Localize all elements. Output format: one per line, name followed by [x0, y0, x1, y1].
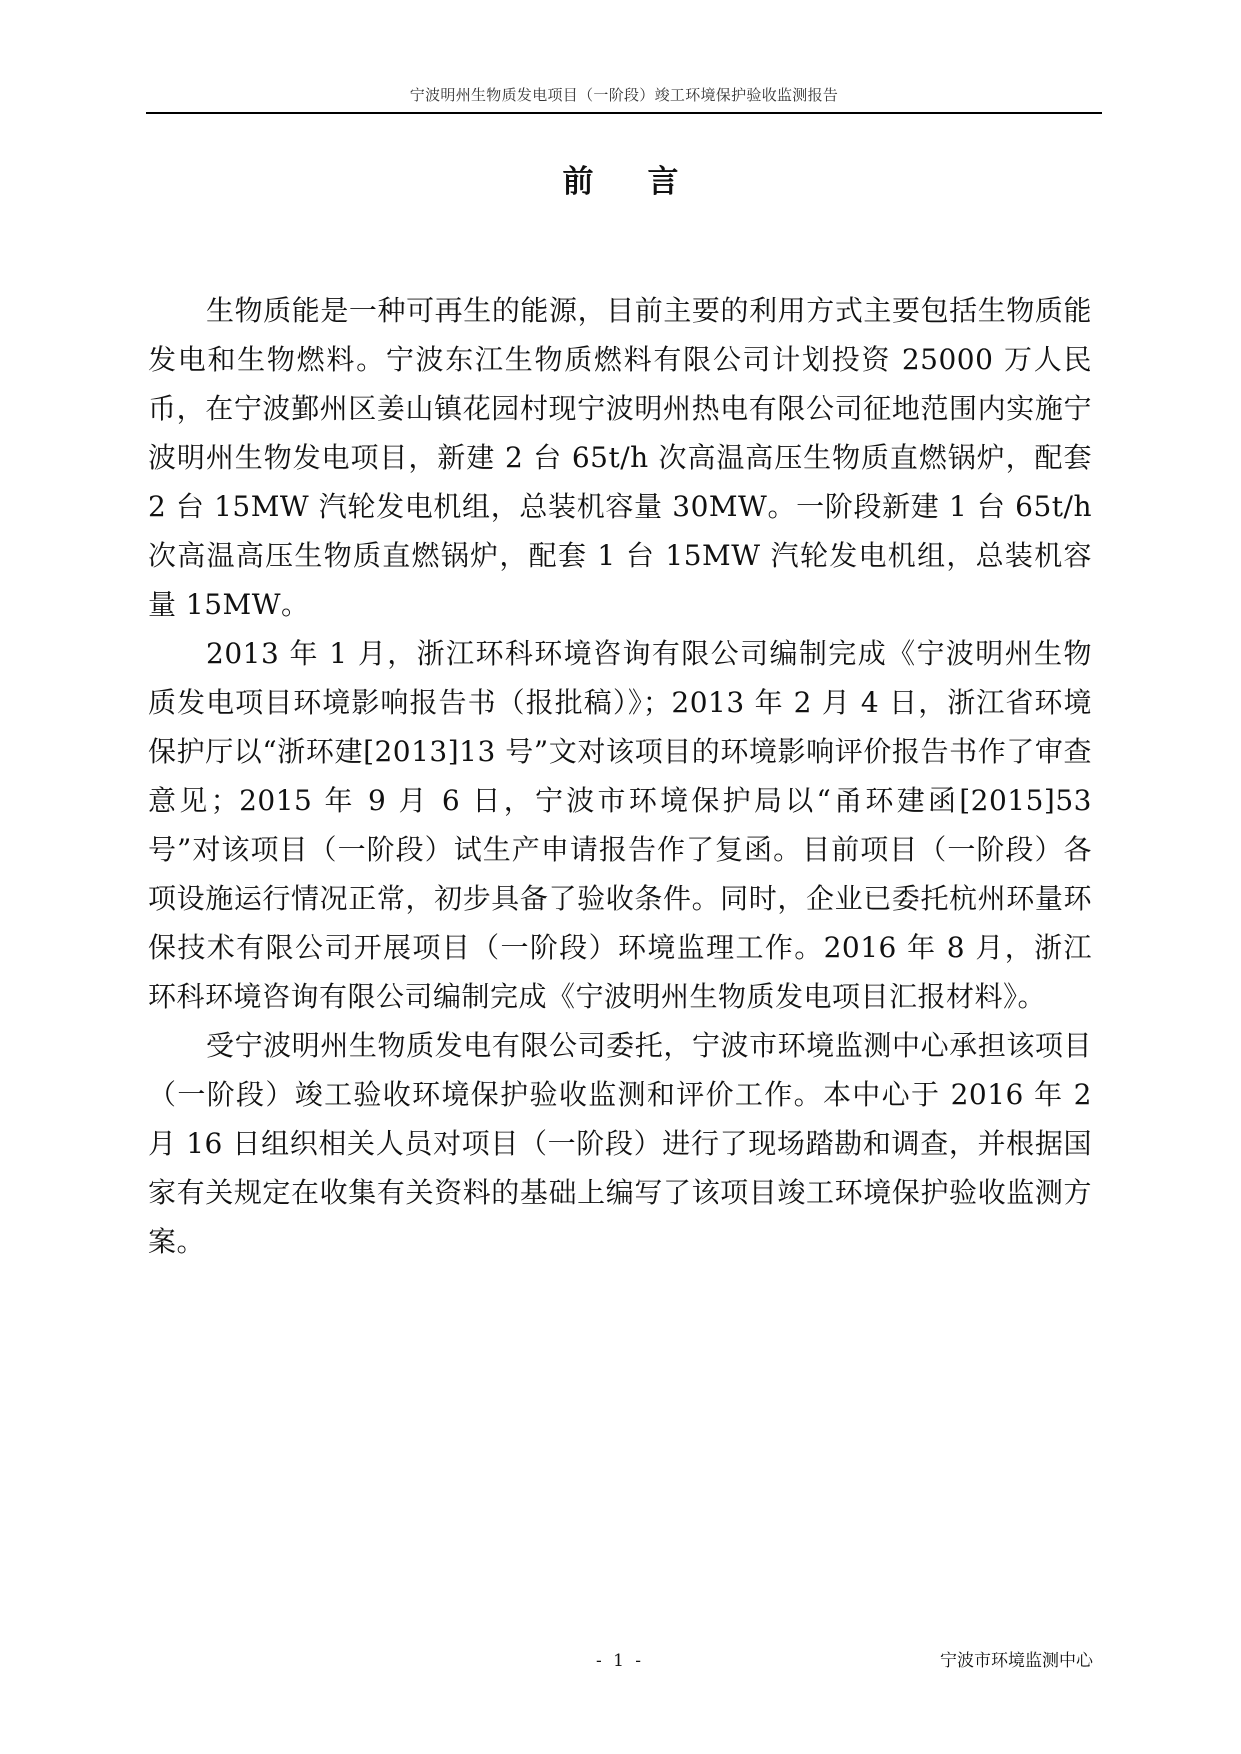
- paragraph-2: 2013 年 1 月，浙江环科环境咨询有限公司编制完成《宁波明州生物质发电项目环境影响报告书（报批稿）》；2013 年 2 月 4 日，浙江省环境保护厅以“浙环建[2013]13 号”文对该项目的环境影响评价报告书作了审查意见；2015 年 9 月 6 日，宁波市环境保护局以“甬环建函[2015]53 号”对该项目（一阶段）试生产申请报告作了复函。目前项目（一阶段）各项设施运行情况正常，初步具备了验收条件。同时，企业已委托杭州环量环保技术有限公司开展项目（一阶段）环境监理工作。2016 年 8 月，浙江环科环境咨询有限公司编制完成《宁波明州生物质发电项目汇报材料》。: [148, 637, 1092, 1013]
- body-text: [148, 286, 1092, 1266]
- page-header: [146, 84, 1102, 114]
- paragraph-1: 生物质能是一种可再生的能源，目前主要的利用方式主要包括生物质能发电和生物燃料。宁波东江生物质燃料有限公司计划投资 25000 万人民币，在宁波鄞州区姜山镇花园村现宁波明州热电有限公司征地范围内实施宁波明州生物发电项目，新建 2 台 65t/h 次高温高压生物质直燃锅炉，配套 2 台 15MW 汽轮发电机组，总装机容量 30MW。一阶段新建 1 台 65t/h 次高温高压生物质直燃锅炉，配套 1 台 15MW 汽轮发电机组，总装机容量 15MW。: [148, 294, 1092, 621]
- footer-organization: 宁波市环境监测中心: [940, 1651, 1093, 1671]
- paragraph-3: 受宁波明州生物质发电有限公司委托，宁波市环境监测中心承担该项目（一阶段）竣工验收环境保护验收监测和评价工作。本中心于 2016 年 2 月 16 日组织相关人员对项目（一阶段）进行了现场踏勘和调查，并根据国家有关规定在收集有关资料的基础上编写了该项目竣工环境保护验收监测方案。: [148, 1029, 1092, 1258]
- document-title: 前言: [562, 164, 733, 200]
- running-title: 宁波明州生物质发电项目（一阶段）竣工环境保护验收监测报告: [409, 86, 839, 104]
- page-number: - 1 -: [595, 1651, 645, 1671]
